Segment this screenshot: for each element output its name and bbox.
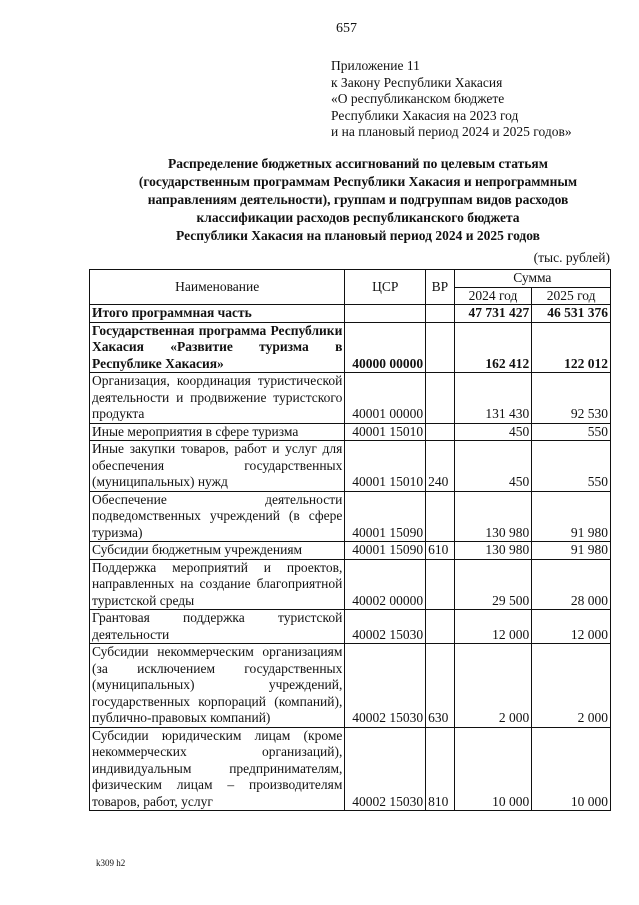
row-name: Поддержка мероприятий и проектов, направленных на создание благоприятной туристской среды — [90, 559, 345, 610]
row-vr: 810 — [426, 727, 455, 811]
row-csr: 40002 15030 — [345, 727, 426, 811]
row-vr — [426, 610, 455, 644]
row-csr: 40001 00000 — [345, 373, 426, 424]
row-vr — [426, 322, 455, 373]
row-vr: 610 — [426, 542, 455, 560]
table-row — [90, 423, 611, 441]
table-row — [90, 322, 611, 373]
title-line: направлениям деятельности), группам и подгруппам видов расходов — [147, 192, 569, 207]
row-name: Иные мероприятия в сфере туризма — [90, 423, 345, 441]
row-2024: 130 980 — [454, 542, 532, 560]
row-vr — [426, 491, 455, 542]
page-number: 657 — [336, 21, 357, 36]
row-2024: 162 412 — [454, 322, 532, 373]
row-name: Организация, координация туристической деятельности и продвижение туристского продукта — [90, 373, 345, 424]
row-2025: 550 — [532, 441, 611, 492]
title-line: Распределение бюджетных ассигнований по целевым статьям — [168, 156, 548, 171]
table-row — [90, 559, 611, 610]
row-csr: 40001 15010 — [345, 441, 426, 492]
table-row — [90, 727, 611, 811]
row-name: Обеспечение деятельности подведомственных учреждений (в сфере туризма) — [90, 491, 345, 542]
row-csr: 40000 00000 — [345, 322, 426, 373]
row-2024: 12 000 — [454, 610, 532, 644]
row-csr: 40002 15030 — [345, 610, 426, 644]
appendix-line: и на плановый период 2024 и 2025 годов» — [331, 124, 572, 140]
row-2024: 29 500 — [454, 559, 532, 610]
row-csr: 40001 15090 — [345, 491, 426, 542]
row-name: Государственная программа Республики Хакасия «Развитие туризма в Республике Хакасия» — [90, 322, 345, 373]
row-2024: 47 731 427 — [454, 305, 532, 323]
row-name: Субсидии некоммерческим организациям (за исключением государственных (муниципальных) учреждений, государственных корпораций (компаний), публично-правовых компаний) — [90, 644, 345, 728]
row-2024: 450 — [454, 423, 532, 441]
row-name: Итого программная часть — [90, 305, 345, 323]
table-row — [90, 305, 611, 323]
row-2024: 450 — [454, 441, 532, 492]
row-vr — [426, 373, 455, 424]
header-2024: 2024 год — [454, 287, 532, 305]
row-vr: 240 — [426, 441, 455, 492]
table-row — [90, 644, 611, 728]
appendix-note — [331, 58, 572, 141]
row-2025: 91 980 — [532, 491, 611, 542]
table-row — [90, 610, 611, 644]
table-row — [90, 441, 611, 492]
row-2024: 130 980 — [454, 491, 532, 542]
appendix-line: «О республиканском бюджете — [331, 91, 505, 107]
units-label: (тыс. рублей) — [533, 250, 610, 265]
title-line: классификации расходов республиканского бюджета — [196, 210, 520, 225]
row-2024: 131 430 — [454, 373, 532, 424]
table-row — [90, 373, 611, 424]
header-name: Наименование — [90, 270, 345, 305]
row-vr — [426, 423, 455, 441]
row-2024: 10 000 — [454, 727, 532, 811]
header-sum: Сумма — [454, 270, 610, 288]
row-name: Грантовая поддержка туристской деятельности — [90, 610, 345, 644]
document-title — [88, 155, 628, 245]
row-vr — [426, 559, 455, 610]
row-csr: 40001 15090 — [345, 542, 426, 560]
title-line: Республики Хакасия на плановый период 2024 и 2025 годов — [176, 228, 540, 243]
title-line: (государственным программам Республики Хакасия и непрограммным — [138, 174, 578, 189]
row-csr: 40001 15010 — [345, 423, 426, 441]
row-2025: 91 980 — [532, 542, 611, 560]
row-2025: 12 000 — [532, 610, 611, 644]
row-csr: 40002 00000 — [345, 559, 426, 610]
table-row — [90, 491, 611, 542]
row-2025: 28 000 — [532, 559, 611, 610]
header-2025: 2025 год — [532, 287, 611, 305]
row-csr — [345, 305, 426, 323]
row-2025: 122 012 — [532, 322, 611, 373]
row-2025: 2 000 — [532, 644, 611, 728]
row-vr: 630 — [426, 644, 455, 728]
appendix-line: Приложение 11 — [331, 58, 420, 73]
row-2025: 92 530 — [532, 373, 611, 424]
row-2025: 10 000 — [532, 727, 611, 811]
footer-code: k309 h2 — [96, 858, 126, 868]
header-vr: ВР — [426, 270, 455, 305]
header-csr: ЦСР — [345, 270, 426, 305]
row-name: Субсидии бюджетным учреждениям — [90, 542, 345, 560]
appendix-line: к Закону Республики Хакасия — [331, 74, 503, 90]
row-csr: 40002 15030 — [345, 644, 426, 728]
table-row — [90, 542, 611, 560]
row-vr — [426, 305, 455, 323]
row-name: Субсидии юридическим лицам (кроме некоммерческих организаций), индивидуальным предпринимателям, физическим лицам – производителям товаров, работ, услуг — [90, 727, 345, 811]
row-2025: 46 531 376 — [532, 305, 611, 323]
row-2024: 2 000 — [454, 644, 532, 728]
budget-table — [89, 269, 611, 811]
row-name: Иные закупки товаров, работ и услуг для обеспечения государственных (муниципальных) нужд — [90, 441, 345, 492]
appendix-line: Республики Хакасия на 2023 год — [331, 107, 519, 123]
row-2025: 550 — [532, 423, 611, 441]
